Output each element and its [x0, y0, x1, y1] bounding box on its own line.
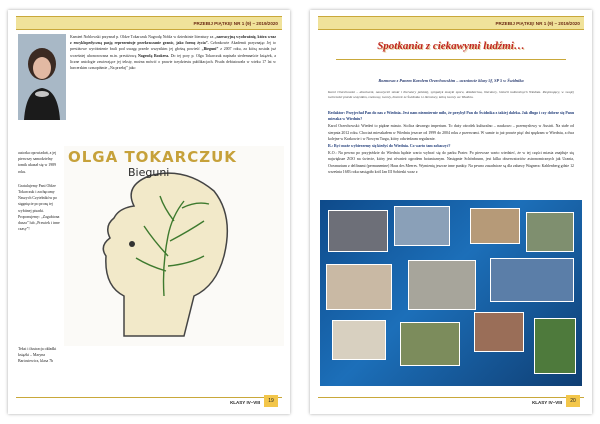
- article-text: Do tej pory p. Olga Tokarczuk napisała siedemnaście książek, a liczne antologie zawierające jej teksty, można mówić o prawie trzydziestu publikacjach. Pisała debiutowała w wieku 17 lat w harcerskim czasopiśmie „Na przełaj” jako: [70, 53, 276, 71]
- article-text: Gratulujemy Pani Oldze Tokarczuk i zachęcamy Naszych Czytelników po sięgnięcie po prozę tej wybitnej pisarki. Proponujemy: „Zagubiona dusza” lub „Prawiek i inne czasy”!: [18, 183, 60, 232]
- interview-answer: K.O.: Na pewno po przyjeździe do Wiednia będzie warto wybrać się do parku Prater. Po pierwsze warto wiedzieć, że w tej części miasta znajduje się największe ZOO na świecie, który jest również ogrodem botanicznym. Następnie Schönbrunn, jest kilka obserwatoriów astronomicznych jak Urania, Oceanarium z delfinami (permanentne) Haus des Meeres. Wymienię jeszcze inne punkty. Na pewno zasadnicze są dla zabawy Wagnera: Kahlenberg gdzie 12 września 1683 roku nastąpiło król Jan III Sobieski wraz z: [328, 151, 574, 174]
- drawing-title: OLGA TOKARCZUK: [68, 148, 237, 166]
- photo: [470, 208, 520, 244]
- article-text: z 2007 roku, za którą została już wcześniej uhonorowana m.in. prestiżową: [70, 47, 277, 58]
- booker-prize: Nagrodą Bookera.: [137, 53, 170, 58]
- photo: [328, 210, 388, 252]
- interview-question: R.: Być może wybierzemy się kiedyś do Wiednia. Co warto tam zobaczyć?: [328, 144, 451, 149]
- book-cover-illustration: [64, 146, 284, 346]
- page-header: PRZEBIJ PIĄTKĘ! NR 1 (9) – 2019/2020: [16, 16, 282, 30]
- interview-answer: Karol Orzechowski: Wiedeń to piękne miasto. Stolica dawnego imperium. To duży ośrodek kulturalno – naukowo – przemysłowy w Austrii. Na stałe od sierpnia 2012 roku. Chociaż mieszkałem w Wiedniu jeszcze od 1999 do 2004 roku z przerwami. W sumie to już prawie pięć dni spędzam w Wiedniu, a dwa kolejne w Krakowie i w Nowym Targu, który odwiedzam regularnie.: [328, 124, 574, 141]
- article-title: Spotkania z ciekawymi ludźmi…: [377, 40, 525, 52]
- page-footer: [16, 397, 282, 408]
- photo: [400, 322, 460, 366]
- page-number: 19: [264, 395, 278, 407]
- photo: [490, 258, 574, 302]
- book-title: „Bieguni”: [201, 47, 219, 52]
- page-number: 20: [566, 395, 580, 407]
- right-page: [310, 10, 592, 414]
- title-divider: [336, 59, 566, 60]
- photo: [534, 318, 576, 374]
- interview-text: [328, 110, 574, 176]
- page-footer: [318, 397, 584, 408]
- article-side-text: [18, 150, 62, 233]
- article-text: Kamień Noblowski przyznał p. Oldze Tokarczuk Nagrodę Nobla w dziedzinie literatury za: [70, 35, 214, 39]
- article-subtitle: Rozmowa z Panem Karolem Orzechowskim – uczniowie klasy 5f, SP 5 w Świdnika: [378, 78, 524, 83]
- nobel-quote: „narracyjną wyobraźnię, która wraz z encyklopedyczną pasją reprezentuje przekraczanie granic, jako formę życia”.: [70, 35, 276, 46]
- photo: [394, 206, 450, 246]
- article-text: autorka opowiadań, a jej pierwszy samodzielny tomik ukazał się w 1989 roku.: [18, 151, 57, 174]
- photo: [408, 260, 476, 310]
- drawing-subtitle: Bieguni: [128, 166, 170, 179]
- left-page: [8, 10, 290, 414]
- article-intro: Karol Orzechowski – absolwent, nauczyciel sztuki i literatury polskiej, sympatyk muzyki sporu, dziedzictwa, literatury, historii kulturalnych Wiednia. Pasjonujący, w swojej twórczości przede wszystkim, rozmowy, tworzy, historie ze Świdnika i z literatury, którą tworzy we Wiedniu.: [328, 90, 574, 99]
- page-header: PRZEBIJ PIĄTKĘ! NR 1 (9) – 2019/2020: [318, 16, 584, 30]
- footer-label: KLASY IV–VIII: [532, 400, 562, 405]
- illustration-caption: Tekst i ilustracja okładki książki – Maryna Bartosiewicz, klasa 7b: [18, 347, 57, 364]
- article-text: Członkowie Akademii przyznając Jej to prestiżowe wyróżnienie brali pod uwagę przede wszystkim jej głośną powieść: [70, 41, 276, 52]
- photo: [474, 312, 524, 352]
- photo: [326, 264, 392, 310]
- photo: [332, 320, 386, 360]
- article-intro-text: [70, 34, 276, 72]
- photo-collage: [320, 200, 582, 386]
- author-portrait: [18, 34, 66, 120]
- interview-question: Redaktor: Przyjechał Pan do nas z Wiednia. Jest nam niezmiernie miło, że przybył Pan do Świdnika z takiej daleka. Jak długo i czy dobrze się Panu mieszka w Wiedniu?: [328, 111, 574, 122]
- footer-label: KLASY IV–VIII: [230, 400, 260, 405]
- photo: [526, 212, 574, 252]
